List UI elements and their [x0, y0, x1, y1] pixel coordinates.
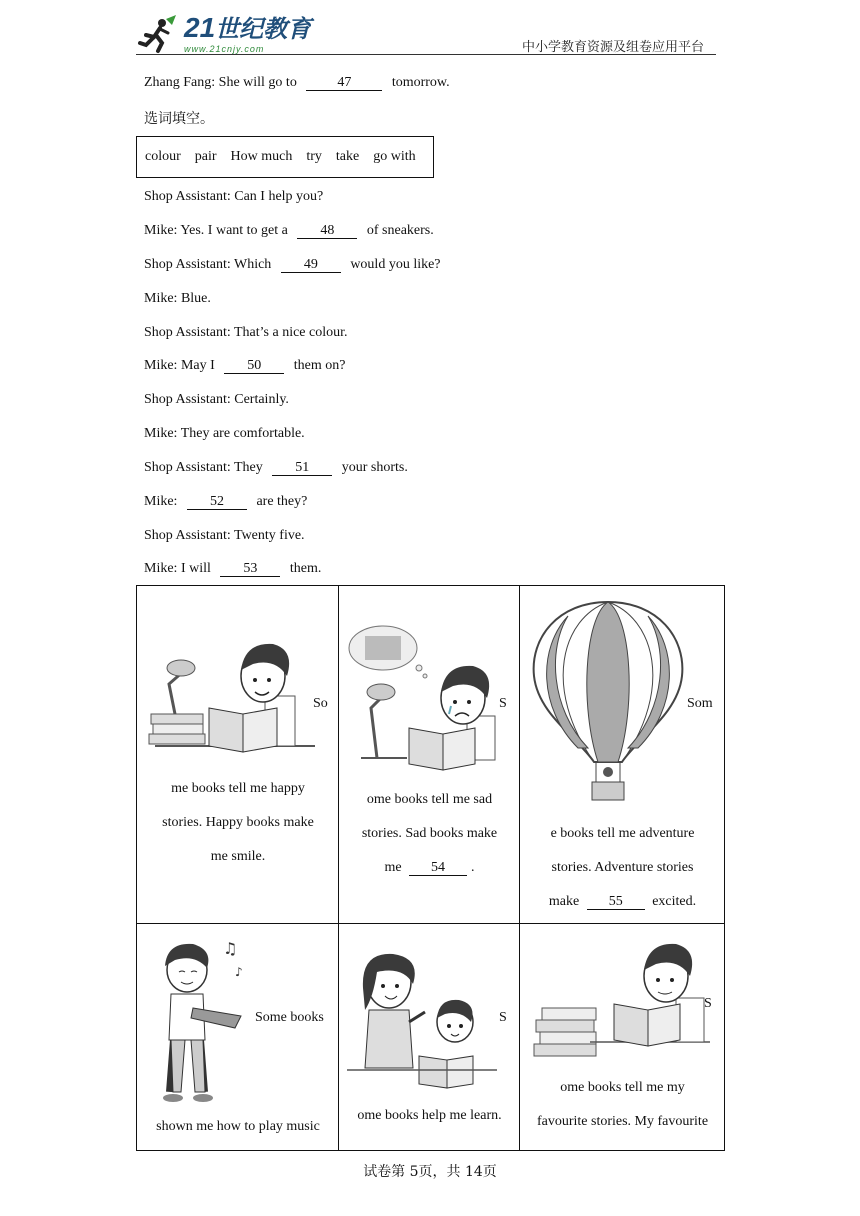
table-cell-favourite-books	[520, 924, 725, 1150]
word-option: pair	[194, 149, 217, 164]
running-figure-icon	[136, 13, 180, 55]
instruction: 选词填空。	[144, 111, 214, 127]
cell-side-text: Some books	[255, 1010, 324, 1025]
table-cell-happy-books	[137, 586, 339, 924]
logo-chinese: 世纪教育	[215, 16, 312, 43]
word-bank	[136, 136, 434, 178]
dialogue-line: Mike: Blue.	[144, 291, 211, 306]
dialogue-line-50: Mike: May I 50 them on?	[144, 358, 346, 373]
cell-side-text: S	[499, 696, 507, 711]
answer-blank-53[interactable]: 53	[220, 562, 280, 577]
cell-text-line-55: make 55 excited.	[548, 894, 697, 909]
dialogue-line-52: Mike: 52 are they?	[144, 494, 308, 509]
cell-text-line: e books tell me adventure	[550, 826, 695, 841]
table-cell-sad-books	[339, 586, 520, 924]
boy-with-book-stack-illustration	[530, 938, 710, 1070]
dialogue-line-53: Mike: I will 53 them.	[144, 561, 322, 576]
logo-url: www.21cnjy.com	[184, 44, 265, 54]
answer-blank-50[interactable]: 50	[224, 359, 284, 374]
logo-number: 21	[184, 12, 216, 43]
word-option: go with	[373, 149, 416, 164]
answer-blank-47[interactable]: 47	[306, 76, 382, 91]
table-cell-adventure-books	[520, 586, 725, 924]
cell-text-line: stories. Sad books make	[361, 826, 498, 841]
word-option: How much	[230, 149, 293, 164]
cell-text-line: ome books help me learn.	[357, 1108, 502, 1123]
dialogue-line-48: Mike: Yes. I want to get a 48 of sneakers.	[144, 223, 434, 238]
cell-text-line: stories. Happy books make	[162, 815, 314, 830]
table-cell-music-books	[137, 924, 339, 1150]
dialogue-line: Shop Assistant: Certainly.	[144, 392, 289, 407]
cell-text-line: shown me how to play music	[156, 1119, 320, 1134]
boy-playing-violin-illustration	[147, 936, 257, 1108]
dialogue-line: Shop Assistant: That’s a nice colour.	[144, 325, 348, 340]
dialogue-line-47: Zhang Fang: She will go to 47 tomorrow.	[144, 75, 450, 90]
hot-air-balloon-illustration	[528, 598, 688, 810]
dialogue-line: Shop Assistant: Can I help you?	[144, 189, 324, 204]
picture-story-table	[136, 585, 725, 1151]
dialogue-line: Shop Assistant: Twenty five.	[144, 528, 305, 543]
cell-text-line: favourite stories. My favourite	[536, 1114, 709, 1129]
cell-side-text: Som	[687, 696, 713, 711]
answer-blank-49[interactable]: 49	[281, 258, 341, 273]
page-header	[136, 10, 716, 56]
boy-reading-crying-illustration	[347, 624, 512, 774]
cell-side-text: S	[704, 996, 712, 1011]
word-option: colour	[145, 149, 181, 164]
cell-side-text: So	[313, 696, 328, 711]
answer-blank-51[interactable]: 51	[272, 461, 332, 476]
word-option: try	[306, 149, 322, 164]
table-cell-learning-books	[339, 924, 520, 1150]
cell-text-line: me books tell me happy	[171, 781, 305, 796]
cell-text-line: me smile.	[210, 849, 266, 864]
dialogue-line-49: Shop Assistant: Which 49 would you like?	[144, 257, 441, 272]
dialogue-line: Mike: They are comfortable.	[144, 426, 305, 441]
page-footer: 试卷第 5页，共 14页	[363, 1164, 497, 1180]
boy-reading-smiling-illustration	[145, 636, 315, 766]
header-divider	[136, 54, 716, 55]
logo	[136, 12, 311, 56]
cell-text-line-54: me 54 .	[384, 860, 475, 875]
answer-blank-48[interactable]: 48	[297, 224, 357, 239]
answer-blank-52[interactable]: 52	[187, 495, 247, 510]
cell-text-line: ome books tell me my	[560, 1080, 685, 1095]
svg-text:♪: ♪	[235, 965, 243, 979]
answer-blank-54[interactable]: 54	[409, 861, 467, 876]
word-option: take	[335, 149, 360, 164]
answer-blank-55[interactable]: 55	[587, 895, 645, 910]
svg-text:♫: ♫	[223, 939, 238, 958]
dialogue-line-51: Shop Assistant: They 51 your shorts.	[144, 460, 408, 475]
cell-text-line: stories. Adventure stories	[551, 860, 694, 875]
platform-name: 中小学教育资源及组卷应用平台	[521, 40, 704, 55]
cell-side-text: S	[499, 1010, 507, 1025]
cell-text-line: ome books tell me sad	[366, 792, 493, 807]
teacher-and-boy-reading-illustration	[347, 948, 497, 1094]
